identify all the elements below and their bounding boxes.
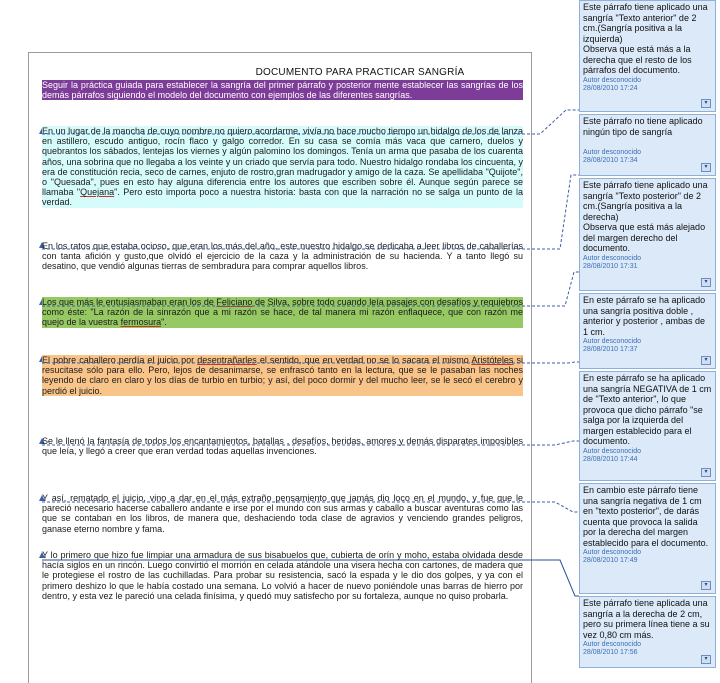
comment-author: Autor desconocido xyxy=(583,641,641,648)
comment-date: 28/08/2010 17:56 xyxy=(583,649,638,656)
document-title: DOCUMENTO PARA PRACTICAR SANGRÍA xyxy=(255,67,465,78)
comment-date: 28/08/2010 17:37 xyxy=(583,346,638,353)
comment-author: Autor desconocido xyxy=(583,149,641,156)
connector-line xyxy=(42,175,579,249)
paragraph-5[interactable]: El pobre caballero perdía el juicio por desentrañarles el sentido, que en verdad no se lo sacara el mismo Aristóteles si resucitase sólo para ello. Pero, lejos de desanimarse, se enfrascó tanto en la lectura, que se le pasaban las noches leyendo de claro en claro y los días de turbio en turbio; y así, del poco dormir y del mucho leer, se le secó el cerebro y perdió el juicio. xyxy=(42,355,524,396)
comment-text: En este párrafo se ha aplicado una sangría NEGATIVA de 1 cm de "Texto anterior", lo que provoca que dicho párrafo "se salga por la izquierda del margen establecido para el documento. xyxy=(583,373,712,446)
comment-balloon-3[interactable] xyxy=(579,178,716,291)
comment-author: Autor desconocido xyxy=(583,447,641,455)
comment-text: Este párrafo tiene aplicado una sangría "Texto posterior" de 2 cm.(Sangría positiva a la derecha) Observa que está más alejado del margen derecho del documento. xyxy=(583,180,708,253)
paragraph-3[interactable]: En los ratos que estaba ocioso, que eran los más del año, este nuestro hidalgo se dedicaba a leer libros de caballerías con tanta afición y gusto,que olvidó el ejercicio de la caza y la administración de su hacienda. Y a tanto llegó su desatino, que vendió algunas tierras de sembradura para comprar aquellos libros. xyxy=(42,241,523,272)
connector-line xyxy=(42,110,579,134)
chevron-down-icon[interactable]: ▾ xyxy=(701,356,711,365)
comment-balloon-6[interactable] xyxy=(579,483,716,594)
comment-text: Este párrafo tiene aplicada una sangría a la derecha de 2 cm, pero su primera línea tiene a su vez 0,80 cm más. xyxy=(583,598,710,640)
chevron-down-icon[interactable]: ▾ xyxy=(701,99,711,108)
comment-date: 28/08/2010 17:24 xyxy=(583,84,638,92)
paragraph-1[interactable]: Seguir la práctica guiada para establecer la sangría del primer párrafo y posterior mente establecer las sangrías de los demás párrafos siguiendo el modelo del documento con ejemplos de las diferentes sangrías. xyxy=(42,80,523,101)
paragraph-2[interactable]: En un lugar de la mancha de cuyo nombre no quiero acordarme, vivía no hace mucho tiempo un hidalgo de los de lanza en astillero, escudo antiguo, rocín flaco y galgo corredor. En su casa se comía más vaca que carnero, duelos y quebrantos los sábados, lentejas los viernes y algún palomino los domingos. Tenía un arma que pasaba de los cuarenta años, una sobrina que no llegaba a los veinte y un criado que servía para todo. Nuestro hidalgo rondaba los cincuenta, y era de constitución recia, seco de carnes, enjuto de rostro,gran madrugador y amigo de la caza. Se apellidaba "Quijote", o "Quesada", pues en esto hay alguna diferencia entre los autores que escriben sobre él. Aunque según parece se llamaba "Quejana". Pero esto importa poco a nuestra historia: basta con que la narración no se salga un punto de la verdad. xyxy=(42,126,523,208)
comment-author: Autor desconocido xyxy=(583,76,641,84)
paragraph-4[interactable]: Los que más le entusiasmaban eran los de Feliciano de Silva, sobre todo cuando leía pasajes con desafíos y requiebros como éste: "La razón de la sinrazón que a mi razón se hace, de tal manera mi razón enflaquece, que con razón me quejo de la vuestra fermosura". xyxy=(42,297,524,328)
chevron-down-icon[interactable]: ▾ xyxy=(701,163,711,172)
chevron-down-icon[interactable]: ▾ xyxy=(701,655,711,664)
connector-line xyxy=(42,441,579,445)
comment-balloon-4[interactable] xyxy=(579,293,716,369)
chevron-down-icon[interactable]: ▾ xyxy=(701,468,711,477)
connector-line xyxy=(42,502,579,512)
paragraph-7[interactable]: Y así, rematado el juicio, vino a dar en el más extraño pensamiento que jamás dio loco en el mundo, y fue que le pareció necesario hacerse caballero andante e irse por el mundo con sus armas y caballo a buscar aventuras como las que se contaban en los libros, de manera que, deshaciendo toda clase de agravios y venciendo grandes peligros, ganase eterno nombre y fama. xyxy=(42,493,523,534)
connector-line xyxy=(42,362,579,363)
comment-author: Autor desconocido xyxy=(583,549,641,556)
comment-author: Autor desconocido xyxy=(583,254,641,262)
comment-text: Este párrafo tiene aplicado una sangría "Texto anterior" de 2 cm.(Sangría positiva a la izquierda) Observa que está más a la derecha que el resto de los párrafos del documento. xyxy=(583,2,708,75)
connector-line xyxy=(42,272,579,306)
comment-date: 28/08/2010 17:31 xyxy=(583,262,638,270)
comment-balloon-5[interactable] xyxy=(579,371,716,481)
paragraph-6[interactable]: Se le llenó la fantasía de todos los encantamientos, batallas , desafíos, heridas, amores y demás disparates imposibles que leía, y llegó a creer que eran verdad todas aquellas invenciones. xyxy=(42,436,523,457)
comment-balloon-1[interactable] xyxy=(579,0,716,112)
chevron-down-icon[interactable]: ▾ xyxy=(701,278,711,287)
connector-line xyxy=(42,560,579,596)
comment-date: 28/08/2010 17:49 xyxy=(583,557,638,564)
comment-date: 28/08/2010 17:44 xyxy=(583,455,638,463)
comment-text: En cambio este párrafo tiene una sangría negativa de 1 cm en "texto posterior", de darás cuenta que provoca la salida por la derecha del margen establecido para el documento. xyxy=(583,485,709,548)
comment-text: En este párrafo se ha aplicado una sangría positiva doble , anterior y posterior , ambas de 1 cm. xyxy=(583,295,706,337)
comment-date: 28/08/2010 17:34 xyxy=(583,157,638,164)
paragraph-8[interactable]: Y lo primero que hizo fue limpiar una armadura de sus bisabuelos que, cubierta de orín y moho, estaba olvidada desde hacía siglos en un rincón. Luego convirtió el morrión en celada atándole una visera hecha con cartones, de madera que le protegiese el rostro de las cuchilladas. Para probar su resistencia, sacó la espada y le dio dos golpes, y ya con el primero deshizo lo que le había costado una semana. Lo volvió a hacer de nuevo poniéndole unas barras de hierro por dentro, y esta vez le pareció una celada finísima, y quedó muy satisfecho por su fortaleza, aunque no quiso probarla. xyxy=(42,550,523,601)
comment-balloon-2[interactable] xyxy=(579,114,716,176)
comment-balloon-7[interactable] xyxy=(579,596,716,668)
comment-author: Autor desconocido xyxy=(583,338,641,345)
comment-text: Este párrafo no tiene aplicado ningún tipo de sangría xyxy=(583,116,703,137)
chevron-down-icon[interactable]: ▾ xyxy=(701,581,711,590)
